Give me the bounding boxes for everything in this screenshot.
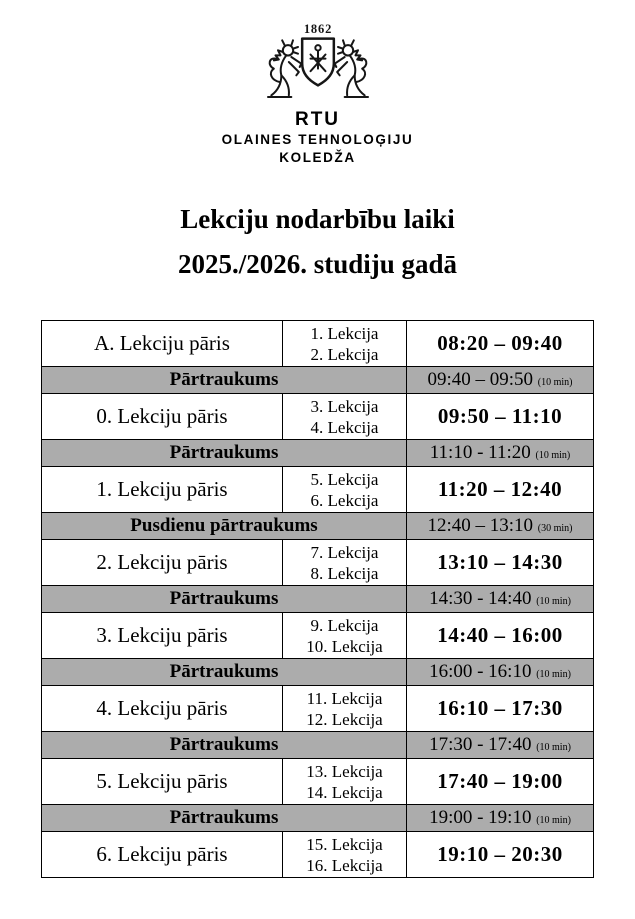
lecture-pair-time: 17:40 – 19:00 (407, 759, 594, 805)
break-duration: (10 min) (536, 815, 571, 826)
lecture-pair-time: 13:10 – 14:30 (407, 540, 594, 586)
break-row (42, 586, 594, 613)
lecture-number: 11. Lekcija (306, 688, 383, 708)
break-name: Pārtraukums (42, 659, 407, 686)
break-time (407, 732, 594, 759)
lecture-number: 5. Lekcija (310, 469, 379, 489)
emblem-year-text: 1862 (303, 22, 332, 36)
lecture-pair-name: A. Lekciju pāris (42, 321, 283, 367)
break-time-range: 11:10 - 11:20 (429, 442, 531, 463)
lecture-pair-name: 3. Lekciju pāris (42, 613, 283, 659)
logo-acronym: RTU (294, 109, 341, 130)
break-time (407, 440, 594, 467)
break-row (42, 440, 594, 467)
break-time-range: 09:40 – 09:50 (427, 369, 534, 390)
lecture-pair-name: 2. Lekciju pāris (42, 540, 283, 586)
lecture-numbers (283, 613, 407, 659)
lecture-number: 6. Lekcija (310, 490, 379, 510)
break-duration: (10 min) (535, 450, 571, 461)
page-title-line2: 2025./2026. studiju gadā (177, 249, 458, 279)
break-name: Pusdienu pārtraukums (42, 513, 407, 540)
lecture-pair-time: 19:10 – 20:30 (407, 832, 594, 878)
lecture-pair-row (42, 321, 594, 367)
page-title (0, 197, 635, 287)
lecture-pair-row (42, 467, 594, 513)
page-title-line1: Lekciju nodarbību laiki (180, 204, 455, 234)
break-row (42, 367, 594, 394)
lecture-pair-name: 1. Lekciju pāris (42, 467, 283, 513)
emblem-inner-device (310, 45, 325, 71)
schedule-table (41, 320, 594, 878)
lecture-numbers (283, 467, 407, 513)
lecture-pair-name: 0. Lekciju pāris (42, 394, 283, 440)
lecture-numbers (283, 540, 407, 586)
lecture-number: 4. Lekcija (310, 417, 379, 437)
schedule-table-body (42, 321, 594, 878)
break-time-range: 12:40 – 13:10 (427, 515, 534, 536)
lecture-pair-time: 11:20 – 12:40 (407, 467, 594, 513)
rtu-emblem (243, 22, 393, 107)
lecture-number: 2. Lekcija (310, 344, 379, 364)
break-time (407, 367, 594, 394)
break-time-range: 16:00 - 16:10 (429, 661, 532, 682)
break-duration: (10 min) (536, 742, 571, 753)
lecture-number: 13. Lekcija (306, 761, 383, 781)
break-time-range: 17:30 - 17:40 (429, 734, 532, 755)
break-name: Pārtraukums (42, 440, 407, 467)
break-row (42, 805, 594, 832)
break-time-range: 14:30 - 14:40 (429, 588, 532, 609)
lecture-number: 16. Lekcija (306, 855, 383, 875)
break-time-range: 19:00 - 19:10 (429, 807, 532, 828)
lecture-number: 7. Lekcija (310, 542, 379, 562)
lecture-number: 9. Lekcija (310, 615, 379, 635)
lecture-numbers (283, 321, 407, 367)
lecture-pair-time: 08:20 – 09:40 (407, 321, 594, 367)
lecture-pair-name: 6. Lekciju pāris (42, 832, 283, 878)
break-duration: (10 min) (537, 377, 573, 388)
break-name: Pārtraukums (42, 732, 407, 759)
lecture-pair-row (42, 686, 594, 732)
lecture-numbers (283, 759, 407, 805)
lecture-pair-time: 16:10 – 17:30 (407, 686, 594, 732)
lecture-number: 14. Lekcija (306, 782, 383, 802)
break-row (42, 513, 594, 540)
right-lion-supporter (334, 40, 367, 97)
logo-college-name-line2: KOLEDŽA (279, 150, 356, 165)
lecture-number: 15. Lekcija (306, 834, 383, 854)
lecture-number: 1. Lekcija (310, 323, 379, 343)
lecture-pair-row (42, 832, 594, 878)
break-duration: (10 min) (536, 596, 571, 607)
break-name: Pārtraukums (42, 367, 407, 394)
break-time (407, 513, 594, 540)
left-lion-supporter (268, 40, 301, 97)
lecture-pair-row (42, 759, 594, 805)
break-duration: (10 min) (536, 669, 571, 680)
break-time (407, 805, 594, 832)
lecture-pair-row (42, 540, 594, 586)
lecture-number: 10. Lekcija (306, 636, 383, 656)
lecture-number: 8. Lekcija (310, 563, 379, 583)
lecture-pair-time: 09:50 – 11:10 (407, 394, 594, 440)
break-name: Pārtraukums (42, 586, 407, 613)
lecture-number: 12. Lekcija (306, 709, 383, 729)
lecture-pair-row (42, 394, 594, 440)
break-duration: (30 min) (537, 523, 573, 534)
break-time (407, 586, 594, 613)
lecture-pair-time: 14:40 – 16:00 (407, 613, 594, 659)
logo-college-name-line1: OLAINES TEHNOLOĢIJU (221, 132, 414, 147)
break-time (407, 659, 594, 686)
lecture-pair-name: 5. Lekciju pāris (42, 759, 283, 805)
lecture-number: 3. Lekcija (310, 396, 379, 416)
lecture-numbers (283, 686, 407, 732)
break-row (42, 659, 594, 686)
lecture-pair-row (42, 613, 594, 659)
college-logo (0, 0, 635, 167)
lecture-numbers (283, 394, 407, 440)
lecture-pair-name: 4. Lekciju pāris (42, 686, 283, 732)
break-row (42, 732, 594, 759)
break-name: Pārtraukums (42, 805, 407, 832)
lecture-numbers (283, 832, 407, 878)
